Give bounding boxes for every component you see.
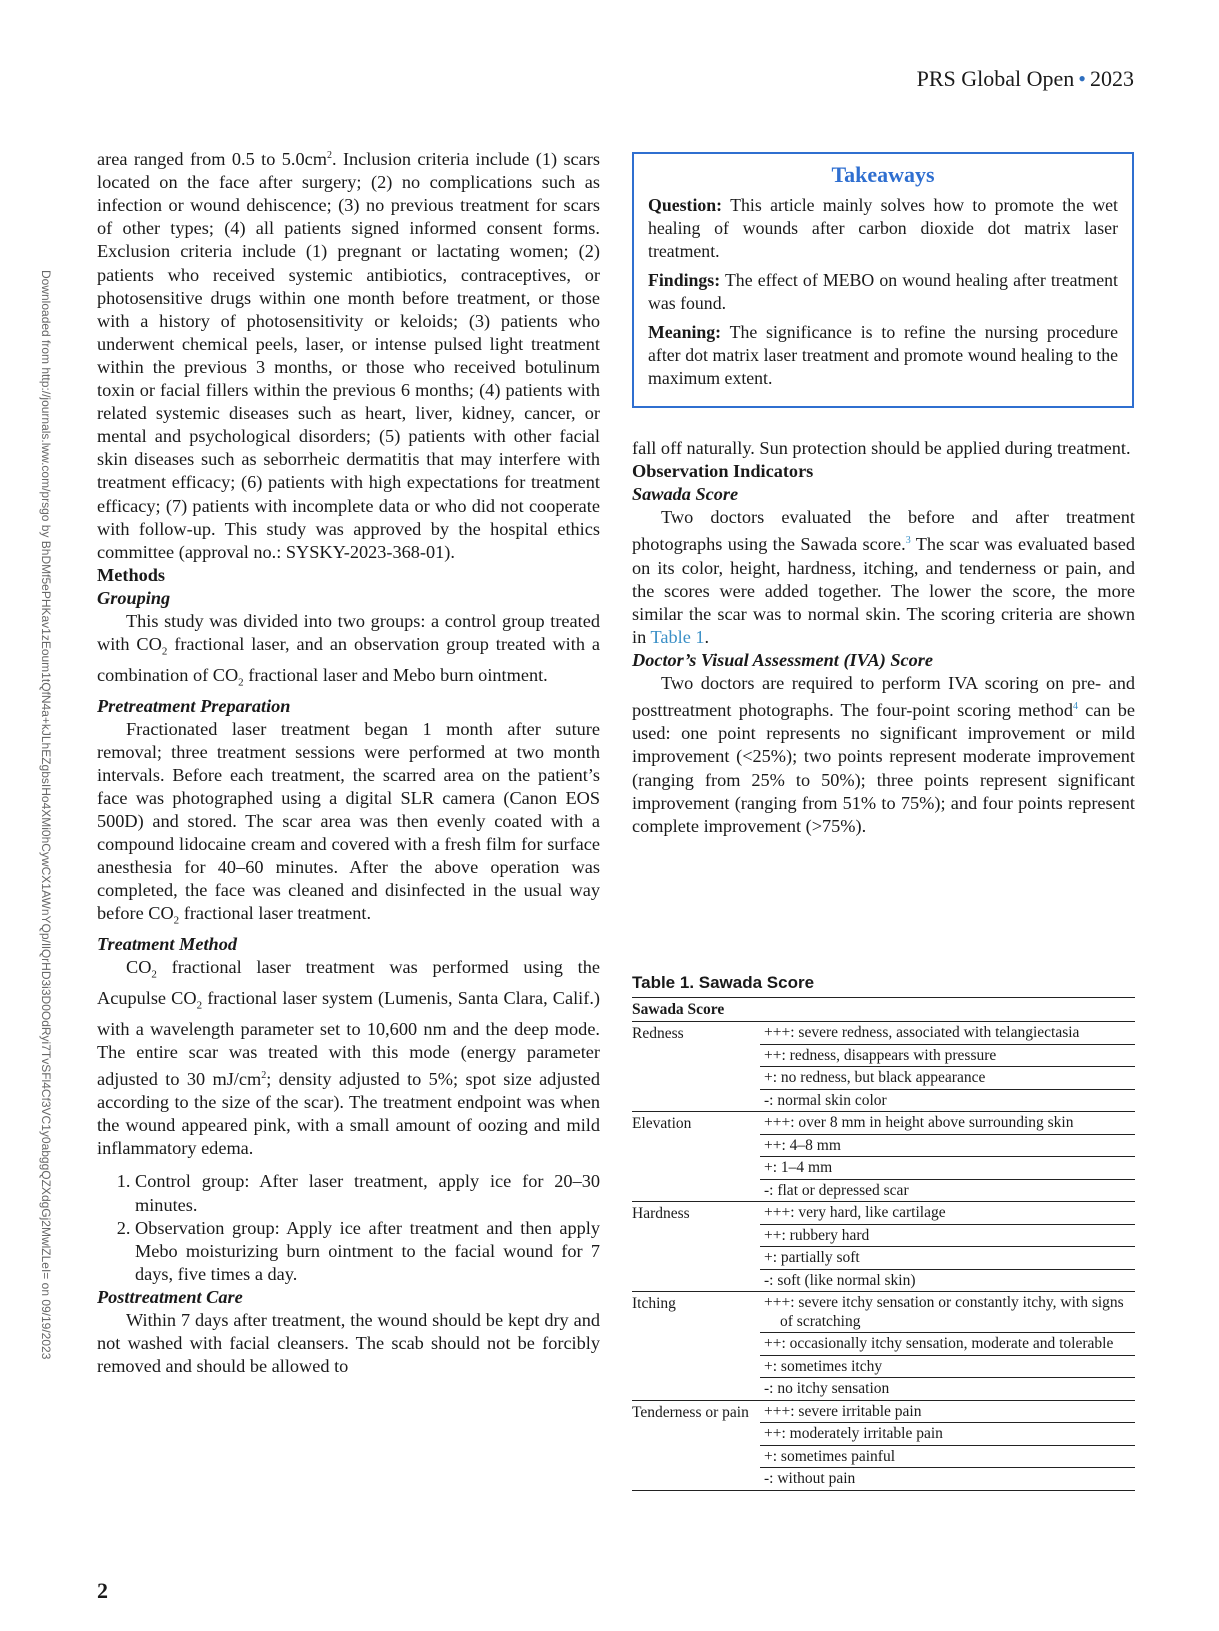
iva-paragraph: Two doctors are required to perform IVA scoring on pre- and posttreatment photographs. The four-point scoring method$^4$ can be used: one point represents no significant improvement or mild improvement (<25%); two points represent moderate improvement (ranging from 25% to 50%); three points represent significant improvement (ranging from 51% to 75%); and four points represent complete improvement (>75%). (632, 673, 1135, 836)
sawada-heading: Sawada Score (632, 484, 739, 505)
table-cell: +++: very hard, like cartilage (760, 1202, 1135, 1225)
posttreatment-heading: Posttreatment Care (97, 1286, 243, 1307)
table-cell: -: flat or depressed scar (764, 1181, 909, 1199)
reference-link[interactable]: 3 (905, 535, 911, 547)
table-cell: ++: moderately irritable pain (760, 1423, 1135, 1446)
table-cell: ++: 4–8 mm (760, 1135, 1135, 1158)
posttreatment-paragraph: Within 7 days after treatment, the wound should be kept dry and not washed with facial cleansers. The scab should not be forcibly removed and should be allowed to (97, 1309, 600, 1377)
table-cell: +: no redness, but black appearance (760, 1067, 1135, 1090)
table-cell: +: sometimes painful (760, 1446, 1135, 1469)
methods-heading: Methods (97, 564, 166, 585)
table-header: Sawada Score (632, 998, 1135, 1022)
table-cell: +++: over 8 mm in height above surrounding skin (760, 1112, 1135, 1135)
table-cell: -: normal skin color (764, 1091, 887, 1109)
criterion-name: Itching (632, 1295, 676, 1312)
criterion-name: Redness (632, 1025, 684, 1042)
journal-name: PRS Global Open (916, 66, 1075, 91)
takeaways-question: Question: This article mainly solves how to promote the wet healing of wounds after carbon dioxide dot matrix laser treatment. (648, 195, 1118, 261)
journal-year: 2023 (1090, 66, 1134, 91)
group-steps-list (97, 1170, 600, 1285)
pretreatment-heading: Pretreatment Preparation (97, 695, 291, 716)
right-column (632, 437, 1135, 838)
reference-link[interactable]: 4 (1072, 701, 1078, 713)
running-header (917, 66, 1134, 92)
takeaways-title: Takeaways (831, 162, 935, 187)
sawada-paragraph: Two doctors evaluated the before and after treatment photographs using the Sawada score.$^3$ The scar was evaluated based on its color, height, hardness, itching, and tenderness or pain, and the scores were added together. The lower the score, the more similar the scar was to normal skin. The scoring criteria are shown in Table 1. (632, 507, 1135, 647)
list-item: 2. Observation group: Apply ice after treatment and then apply Mebo moisturizing burn ointment to the facial wound for 7 days, five times a day. (135, 1217, 600, 1286)
table-cell: +++: severe redness, associated with telangiectasia (760, 1022, 1135, 1045)
treatment-method-paragraph: $CO_2$ fractional laser treatment was performed using the Acupulse $CO_2$ fractional laser system (Lumenis, Santa Clara, Calif.) with a wavelength parameter set to 10,600 nm and the deep mode. The entire scar was treated with this mode (energy parameter adjusted to 30 $mJ/cm^2$; density adjusted to 5%; spot size adjusted according to the size of the scar). The treatment endpoint was when the wound appeared pink, with a small amount of oozing and mild inflammatory edema. (97, 957, 600, 1159)
continuation-paragraph: fall off naturally. Sun protection should be applied during treatment. (632, 438, 1131, 458)
table-cell: +: 1–4 mm (760, 1157, 1135, 1180)
table-cell: +: sometimes itchy (760, 1356, 1135, 1379)
takeaways-findings: Findings: The effect of MEBO on wound healing after treatment was found. (648, 270, 1118, 313)
takeaways-box (632, 152, 1134, 408)
download-watermark: Downloaded from http://journals.lww.com/prsgo by BhDMf5ePHKav1zEoum1tQfN4a+kJLhEZgbsIHo4XMi0hCywCX1AWnYQp/IlQrHD3i3D0OdRyi7TvSFl4Cf3VC1y0abggQZXdgGj2MwlZLeI= on 09/19/2023 (39, 270, 53, 1360)
criterion-name: Elevation (632, 1115, 692, 1132)
table-cell: ++: redness, disappears with pressure (760, 1045, 1135, 1068)
table-cell: +++: severe irritable pain (760, 1401, 1135, 1424)
table-cell: ++: rubbery hard (760, 1225, 1135, 1248)
table-cell: -: without pain (764, 1470, 856, 1487)
table-cell: +++: severe itchy sensation or constantly itchy, with signs of scratching (760, 1292, 1135, 1333)
page-number: 2 (97, 1578, 108, 1603)
header-separator: • (1078, 66, 1086, 91)
list-item: 1. Control group: After laser treatment, apply ice for 20–30 minutes. (135, 1170, 600, 1216)
table-1-link[interactable]: Table 1 (650, 626, 705, 647)
table-row (632, 1112, 1135, 1202)
table-cell: ++: occasionally itchy sensation, moderate and tolerable (760, 1333, 1135, 1356)
treatment-method-heading: Treatment Method (97, 934, 237, 955)
table-row (632, 1202, 1135, 1292)
table-row (632, 1022, 1135, 1112)
criterion-name: Hardness (632, 1205, 690, 1222)
table-title: Table 1. Sawada Score (632, 973, 1135, 998)
observation-heading: Observation Indicators (632, 461, 814, 482)
table-row (632, 1292, 1135, 1401)
grouping-paragraph: This study was divided into two groups: a control group treated with $CO_2$ fractional laser, and an observation group treated with a combination of $CO_2$ fractional laser and Mebo burn ointment. (97, 610, 601, 689)
table-cell: -: soft (like normal skin) (764, 1271, 916, 1289)
iva-heading: Doctor’s Visual Assessment (IVA) Score (632, 649, 933, 670)
table-cell: -: no itchy sensation (764, 1380, 890, 1397)
pretreatment-paragraph: Fractionated laser treatment began 1 month after suture removal; three treatment sessions were performed at two month intervals. Before each treatment, the scarred area on the patient’s face was photographed using a digital SLR camera (Canon EOS 500D) and stored. The scar area was then evenly coated with a compound lidocaine cream and covered with a fresh film for surface anesthesia for 40–60 minutes. After the above operation was completed, the face was cleaned and disinfected in the usual way before $CO_2$ fractional laser treatment. (97, 718, 600, 928)
left-column (97, 144, 600, 1378)
table-cell: +: partially soft (760, 1247, 1135, 1270)
inclusion-paragraph: area ranged from 0.5 to $5.0cm^2$. Inclusion criteria include (1) scars located on the face after surgery; (2) no complications such as infection or wound dehiscence; (3) no previous treatment for scars of other types; (4) all patients signed informed consent forms. Exclusion criteria include (1) pregnant or lactating women; (2) patients who received systemic antibiotics, contraceptives, or photosensitive drugs within one month before treatment, or those with a history of photosensitivity or keloids; (3) patients who underwent chemical peels, laser, or intense pulsed light treatment within the previous 3 months, or those who received botulinum toxin or facial fillers within the previous 6 months; (4) patients with related systemic diseases such as heart, liver, kidney, cancer, or mental and psychological disorders; (5) patients with other facial skin diseases such as seborrheic dermatitis that may interfere with treatment efficacy; (6) patients with high expectations for treatment efficacy; (7) patients with incomplete data or who did not cooperate with follow-up. This study was approved by the hospital ethics committee (approval no.: SYSKY-2023-368-01). (97, 149, 600, 562)
takeaways-meaning: Meaning: The significance is to refine the nursing procedure after dot matrix laser treatment and promote wound healing to the maximum extent. (648, 322, 1118, 388)
table-row (632, 1401, 1135, 1491)
criterion-name: Tenderness or pain (632, 1403, 749, 1421)
sawada-table (632, 973, 1135, 1491)
grouping-heading: Grouping (97, 587, 171, 608)
